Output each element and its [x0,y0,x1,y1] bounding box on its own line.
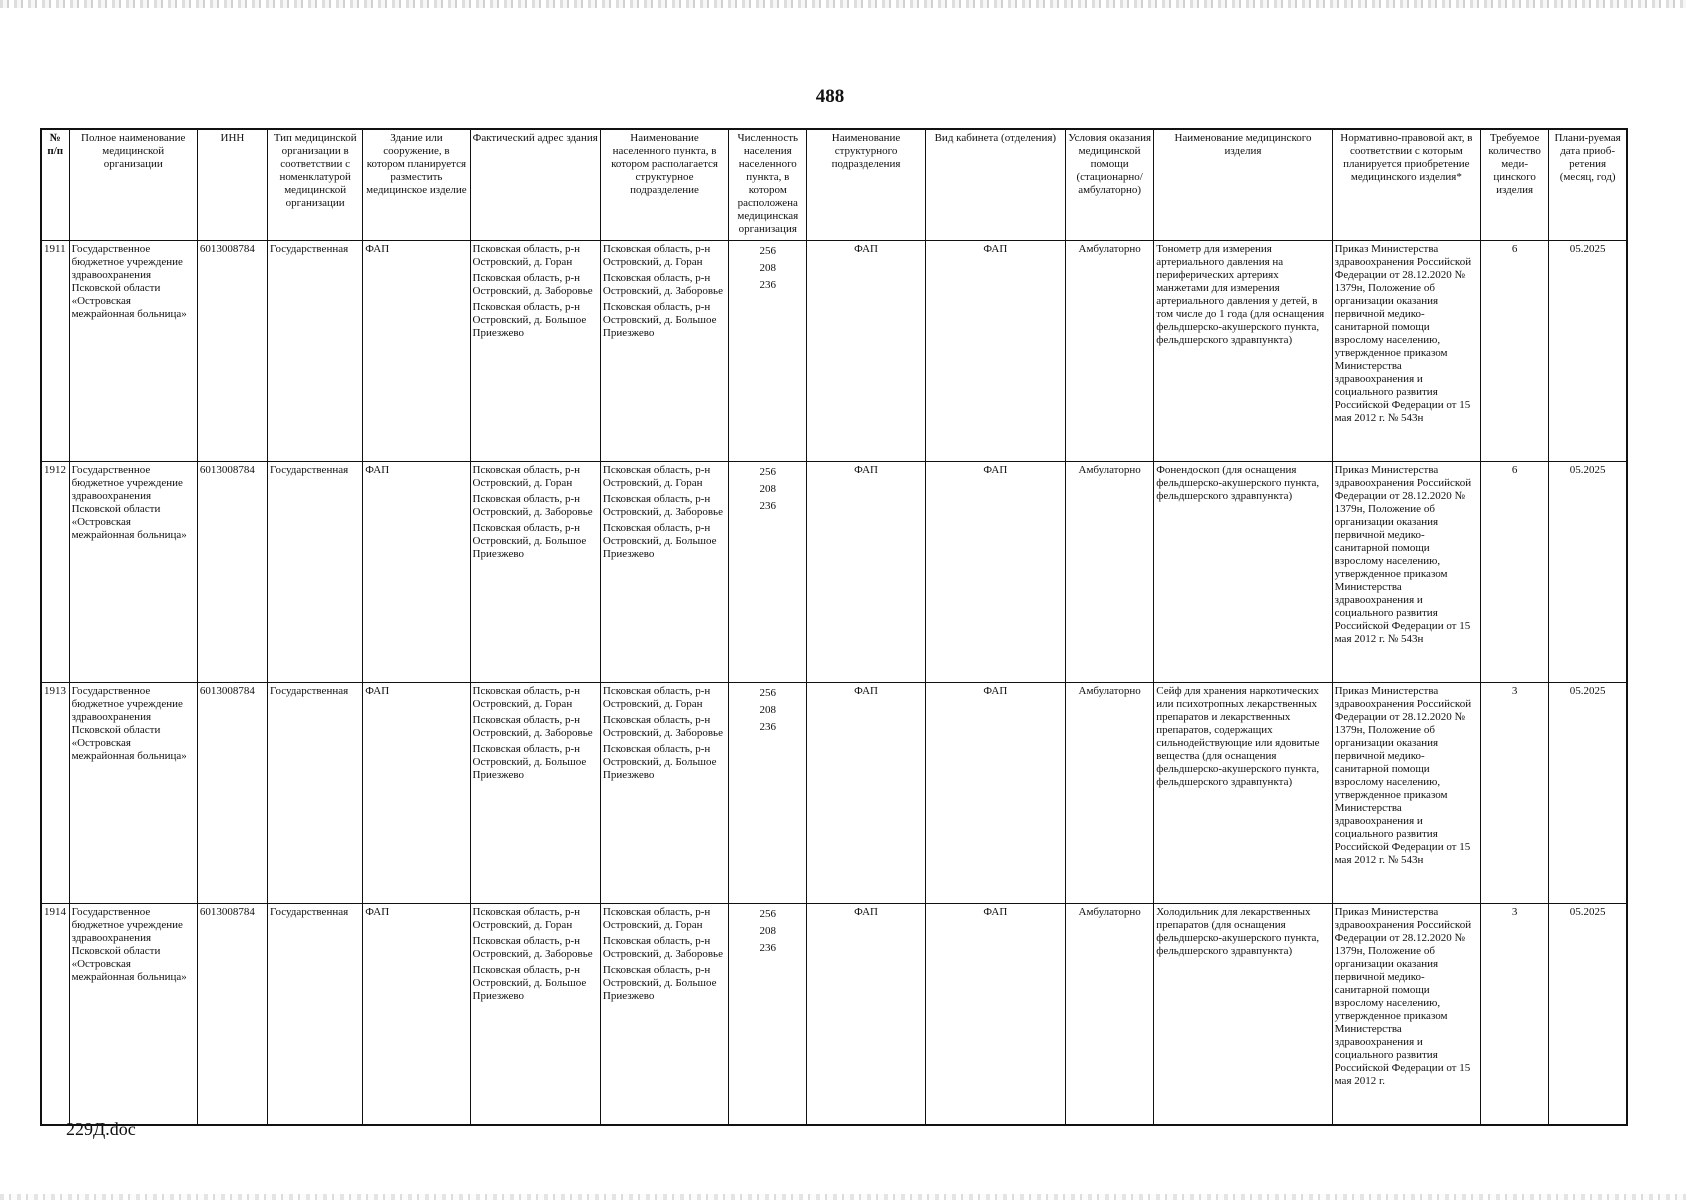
address-item: Псковская область, р-н Островский, д. Горан [472,906,580,931]
col-header-address: Фактический адрес здания [470,129,600,241]
col-header-building: Здание или сооружение, в котором планируется разместить медицинское изделие [363,129,470,241]
address-item: Псковская область, р-н Островский, д. Большое Приезжево [472,964,587,1002]
address-item: Псковская область, р-н Островский, д. Заборовье [472,714,593,739]
cell-qty: 3 [1481,904,1549,1126]
col-header-date: Плани-руемая дата приоб-ретения (месяц, год) [1549,129,1627,241]
settlement-item: Псковская область, р-н Островский, д. Заборовье [602,272,723,297]
header-row [41,129,1627,241]
col-header-settlement: Наименование населенного пункта, в котором располагается структурное подразделение [600,129,728,241]
col-header-unit: Наименование структурного подразделения [807,129,925,241]
address-item: Псковская область, р-н Островский, д. Заборовье [472,272,593,297]
cell-qty: 6 [1481,241,1549,462]
cell-qty: 3 [1481,683,1549,904]
settlement-item: Псковская область, р-н Островский, д. Большое Приезжево [602,522,717,560]
cell-num: 1913 [41,683,69,904]
cell-conditions: Амбулаторно [1066,241,1154,462]
col-header-device: Наименование медицинского изделия [1154,129,1332,241]
settlement-item: Псковская область, р-н Островский, д. Горан [602,906,711,931]
population-value: 236 [759,500,777,512]
settlement-item: Псковская область, р-н Островский, д. Заборовье [602,714,723,739]
cell-address [470,683,600,904]
cell-date: 05.2025 [1549,683,1627,904]
col-header-population: Численность населения населенного пункта, в котором расположена медицинская организация [729,129,807,241]
cell-cabinet: ФАП [925,462,1065,683]
cell-address [470,904,600,1126]
cell-unit: ФАП [807,241,925,462]
cell-building: ФАП [363,241,470,462]
cell-inn: 6013008784 [197,241,267,462]
equipment-registry-table [40,128,1628,1126]
footer-filename: 229Д.doc [66,1119,136,1139]
cell-address [470,462,600,683]
settlement-item: Псковская область, р-н Островский, д. Большое Приезжево [602,964,717,1002]
cell-inn: 6013008784 [197,904,267,1126]
cell-population [729,462,807,683]
cell-org: Государственное бюджетное учреждение здравоохранения Псковской области «Островская межрайонная больница» [69,462,197,683]
col-header-type: Тип медицинской организации в соответствии с номенклатурой медицинской организации [268,129,363,241]
cell-type: Государственная [268,462,363,683]
cell-settlement [600,683,728,904]
settlement-item: Псковская область, р-н Островский, д. Горан [602,464,711,489]
address-item: Псковская область, р-н Островский, д. Горан [472,685,580,710]
cell-population [729,904,807,1126]
cell-date: 05.2025 [1549,241,1627,462]
col-header-cabinet: Вид кабинета (отделения) [925,129,1065,241]
population-value: 256 [759,245,777,257]
col-header-num: № п/п [41,129,69,241]
cell-device: Сейф для хранения наркотических или психотропных лекарственных препаратов и лекарственных препаратов, содержащих сильнодействующие или ядовитые вещества (для оснащения фельдшерско-акушерского пункта, фельдшерского здравпункта) [1154,683,1332,904]
col-header-conditions: Условия оказания медицинской помощи (стационарно/ амбулаторно) [1066,129,1154,241]
cell-settlement [600,462,728,683]
population-value: 208 [759,483,777,495]
population-value: 208 [759,262,777,274]
settlement-item: Псковская область, р-н Островский, д. Большое Приезжево [602,301,717,339]
cell-unit: ФАП [807,462,925,683]
cell-conditions: Амбулаторно [1066,683,1154,904]
col-header-act: Нормативно-правовой акт, в соответствии с которым планируется приобретение медицинского изделия* [1332,129,1480,241]
col-header-inn: ИНН [197,129,267,241]
cell-num: 1912 [41,462,69,683]
cell-act: Приказ Министерства здравоохранения Российской Федерации от 28.12.2020 № 1379н, Положение об организации оказания первичной медико-санитарной помощи взрослому населению, утвержденное приказом Министерства здравоохранения и социального развития Российской Федерации от 15 мая 2012 г. [1332,904,1480,1126]
cell-cabinet: ФАП [925,904,1065,1126]
table-row [41,683,1627,904]
col-header-qty: Требуемое количество меди-цинского изделия [1481,129,1549,241]
scan-edge-bottom [0,1194,1686,1200]
population-value: 208 [759,704,777,716]
address-item: Псковская область, р-н Островский, д. Заборовье [472,493,593,518]
address-item: Псковская область, р-н Островский, д. Большое Приезжево [472,743,587,781]
table-row [41,241,1627,462]
col-header-org: Полное наименование медицинской организации [69,129,197,241]
settlement-item: Псковская область, р-н Островский, д. Заборовье [602,935,723,960]
page-number: 488 [815,86,845,107]
cell-act: Приказ Министерства здравоохранения Российской Федерации от 28.12.2020 № 1379н, Положение об организации оказания первичной медико-санитарной помощи взрослому населению, утвержденное приказом Министерства здравоохранения и социального развития Российской Федерации от 15 мая 2012 г. № 543н [1332,683,1480,904]
settlement-item: Псковская область, р-н Островский, д. Большое Приезжево [602,743,717,781]
cell-type: Государственная [268,904,363,1126]
cell-qty: 6 [1481,462,1549,683]
settlement-item: Псковская область, р-н Островский, д. Заборовье [602,493,723,518]
population-value: 236 [759,721,777,733]
cell-population [729,683,807,904]
settlement-item: Псковская область, р-н Островский, д. Горан [602,243,711,268]
cell-type: Государственная [268,241,363,462]
cell-conditions: Амбулаторно [1066,462,1154,683]
cell-device: Тонометр для измерения артериального давления на периферических артериях манжетами для измерения артериального давления у детей, в том числе до 1 года (для оснащения фельдшерско-акушерского пункта, фельдшерского здравпункта) [1154,241,1332,462]
cell-unit: ФАП [807,904,925,1126]
cell-date: 05.2025 [1549,904,1627,1126]
address-item: Псковская область, р-н Островский, д. Горан [472,464,580,489]
cell-address [470,241,600,462]
cell-inn: 6013008784 [197,683,267,904]
cell-device: Холодильник для лекарственных препаратов (для оснащения фельдшерско-акушерского пункта, фельдшерского здравпункта) [1154,904,1332,1126]
cell-device: Фонендоскоп (для оснащения фельдшерско-акушерского пункта, фельдшерского здравпункта) [1154,462,1332,683]
population-value: 236 [759,279,777,291]
cell-cabinet: ФАП [925,683,1065,904]
scan-edge-top [0,0,1686,8]
settlement-item: Псковская область, р-н Островский, д. Горан [602,685,711,710]
cell-org: Государственное бюджетное учреждение здравоохранения Псковской области «Островская межрайонная больница» [69,904,197,1126]
cell-inn: 6013008784 [197,462,267,683]
table-row [41,904,1627,1126]
population-value: 208 [759,925,777,937]
cell-org: Государственное бюджетное учреждение здравоохранения Псковской области «Островская межрайонная больница» [69,241,197,462]
cell-settlement [600,241,728,462]
address-item: Псковская область, р-н Островский, д. Большое Приезжево [472,522,587,560]
cell-cabinet: ФАП [925,241,1065,462]
cell-date: 05.2025 [1549,462,1627,683]
cell-settlement [600,904,728,1126]
cell-act: Приказ Министерства здравоохранения Российской Федерации от 28.12.2020 № 1379н, Положение об организации оказания первичной медико-санитарной помощи взрослому населению, утвержденное приказом Министерства здравоохранения и социального развития Российской Федерации от 15 мая 2012 г. № 543н [1332,462,1480,683]
population-value: 236 [759,942,777,954]
address-item: Псковская область, р-н Островский, д. Большое Приезжево [472,301,587,339]
cell-building: ФАП [363,904,470,1126]
cell-building: ФАП [363,462,470,683]
population-value: 256 [759,466,777,478]
cell-act: Приказ Министерства здравоохранения Российской Федерации от 28.12.2020 № 1379н, Положение об организации оказания первичной медико-санитарной помощи взрослому населению, утвержденное приказом Министерства здравоохранения и социального развития Российской Федерации от 15 мая 2012 г. № 543н [1332,241,1480,462]
address-item: Псковская область, р-н Островский, д. Горан [472,243,580,268]
cell-building: ФАП [363,683,470,904]
cell-unit: ФАП [807,683,925,904]
table-row [41,462,1627,683]
cell-conditions: Амбулаторно [1066,904,1154,1126]
cell-type: Государственная [268,683,363,904]
cell-org: Государственное бюджетное учреждение здравоохранения Псковской области «Островская межрайонная больница» [69,683,197,904]
population-value: 256 [759,687,777,699]
population-value: 256 [759,908,777,920]
cell-num: 1914 [41,904,69,1126]
cell-population [729,241,807,462]
cell-num: 1911 [41,241,69,462]
address-item: Псковская область, р-н Островский, д. Заборовье [472,935,593,960]
